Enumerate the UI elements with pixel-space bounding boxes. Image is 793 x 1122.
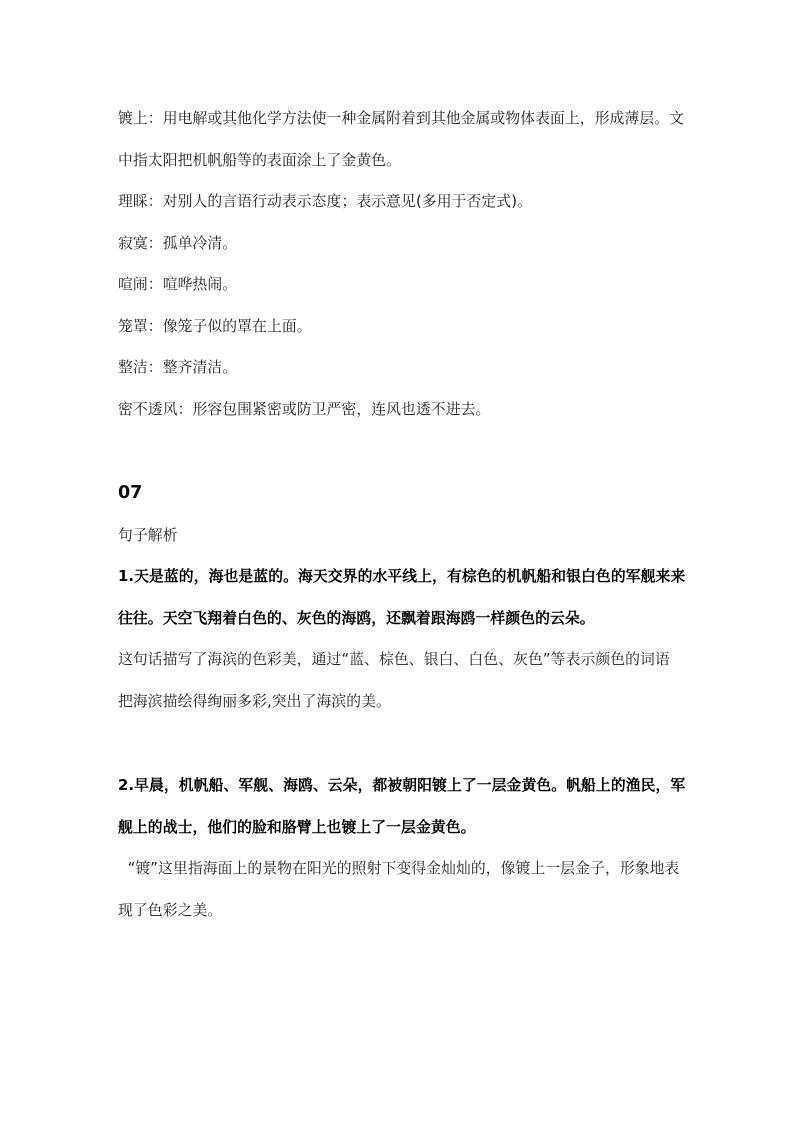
sentence-2-line-1: 2.早晨，机帆船、军舰、海鸥、云朵，都被朝阳镀上了一层金黄色。帆船上的渔民，军 [118,777,686,794]
sentence-1 [118,556,693,639]
definition-ji-mo: 寂寞：孤单冷清。 [118,234,238,252]
sentence-1-line-2: 往往。天空飞翔着白色的、灰色的海鸥，还飘着跟海鸥一样颜色的云朵。 [118,609,595,627]
section-number: 07 [118,483,143,503]
definition-xuan-nao: 喧闹：喧哗热闹。 [118,276,238,293]
definition-mi-bu-tou-feng: 密不透风：形容包围紧密或防卫严密，连风也透不进去。 [118,400,491,418]
word-definitions-section [118,98,693,430]
sentence-1-analysis [118,639,693,722]
definition-zheng-jie: 整洁：整齐清洁。 [118,359,238,376]
sentence-2-analysis [118,848,693,931]
sentence-1-line-1: 1.天是蓝的，海也是蓝的。海天交界的水平线上，有棕色的机帆船和银白色的军舰来来 [118,568,686,585]
sentence-1-analysis-line-2: 把海滨描绘得绚丽多彩,突出了海滨的美。 [118,692,391,710]
definition-du-shang-line-2: 中指太阳把机帆船等的表面涂上了金黄色。 [118,151,402,169]
sentence-2-analysis-line-1: “镀”这里指海面上的景物在阳光的照射下变得金灿灿的，像镀上一层金子，形象地表 [118,860,680,877]
sentence-2-line-2: 舰上的战士，他们的脸和胳臂上也镀上了一层金黄色。 [118,818,476,836]
section-subtitle: 句子解析 [118,526,178,544]
definition-du-shang-line-1: 镀上：用电解或其他化学方法使一种金属附着到其他金属或物体表面上，形成薄层。文 [118,110,685,127]
definition-li-cai: 理睬：对别人的言语行动表示态度；表示意见(多用于否定式)。 [118,193,532,210]
sentence-1-analysis-line-1: 这句话描写了海滨的色彩美，通过“蓝、棕色、银白、白色、灰色”等表示颜色的词语 [118,651,670,668]
definition-long-zhao: 笼罩：像笼子似的罩在上面。 [118,317,312,335]
sentence-2 [118,765,693,848]
sentence-2-analysis-line-2: 现了色彩之美。 [118,901,223,919]
